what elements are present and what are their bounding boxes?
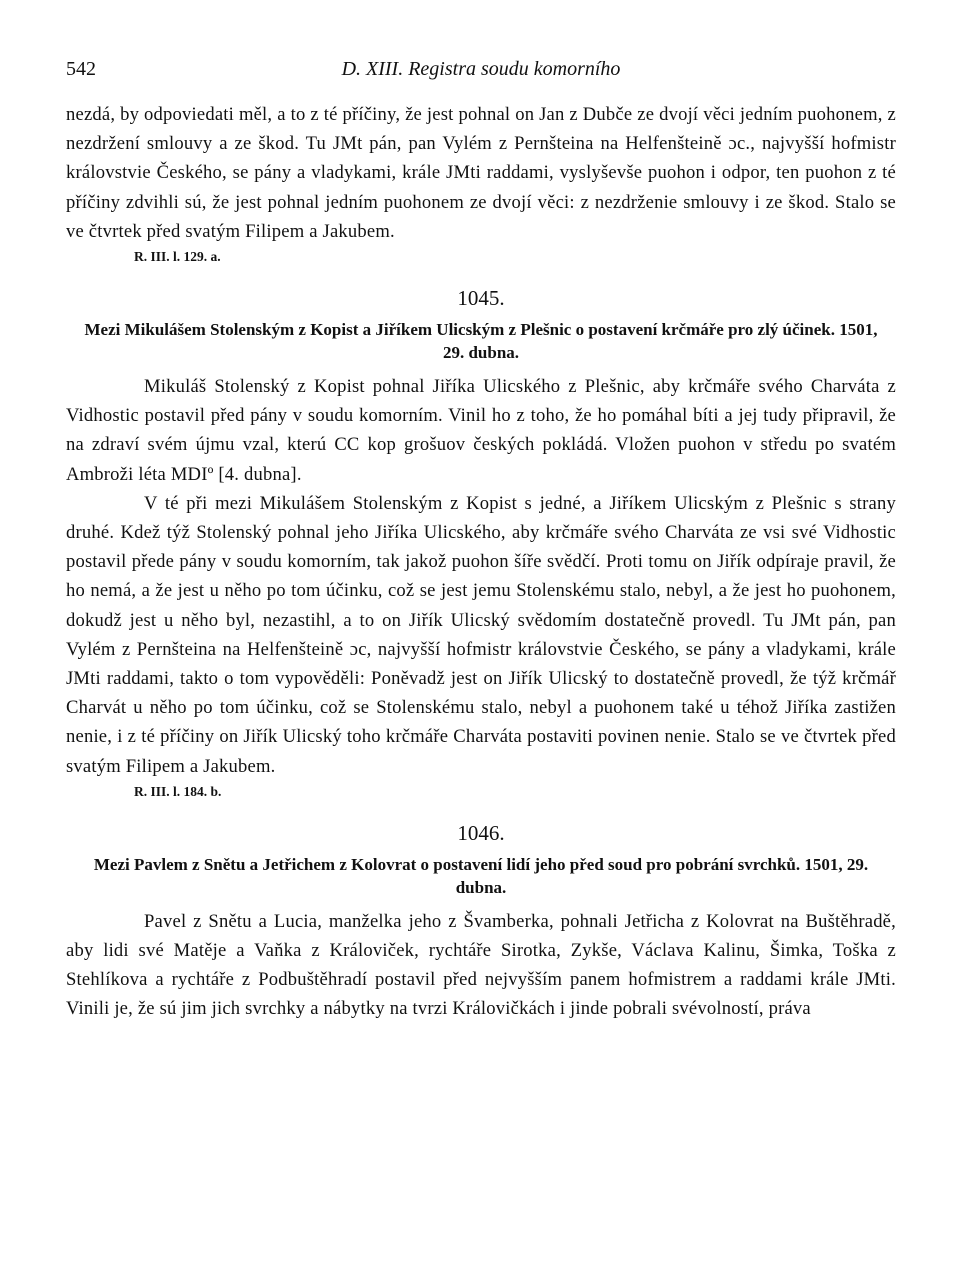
entry-1046 xyxy=(66,819,896,1024)
page-number: 542 xyxy=(66,58,96,80)
entry-number: 1045. xyxy=(457,286,505,311)
entry-summary: Mezi Pavlem z Snětu a Jetřichem z Kolovrat o postavení lidí jeho před soud pro pobrání svrchků. 1501, 29. dubna. xyxy=(93,854,869,897)
archive-reference: R. III. l. 184. b. xyxy=(134,783,222,799)
running-title: D. XIII. Registra soudu komorního xyxy=(341,58,621,80)
intro-paragraph: nezdá, by odpoviedati měl, a to z té příčiny, že jest pohnal on Jan z Dubče ze dvojí věci jedním puohonem, z nezdržení smlouvy a ze škod. Tu JMt pán, pan Vylém z Pernšteina na Helfenšteině ɔc., najvyšší hofmistr královstvie Českého, se pány a vladykami, krále JMti raddami, vyslyševše puohon i odpor, ten puohon z té příčiny zdvihli sú, že jest pohnal jedním puohonem ze dvojí věci: z nezdrženie smlouvy i ze škod. Stalo se ve čtvrtek před svatým Filipem a Jakubem. xyxy=(66,104,896,242)
entry-paragraph: Pavel z Snětu a Lucia, manželka jeho z Švamberka, pohnali Jetřicha z Kolovrat na Buštěhradě, aby lidi své Matěje a Vaňka z Královiček, rychtáře Sirotka, Zykše, Václava Kalinu, Šimka, Toška z Stehlíkova a rychtáře z Podbuštěhradí postavil před nejvyšším panem hofmistrem a raddami krále JMti. Vinili je, že sú jim jich svrchky a nábytky na tvrzi Královičkách i jinde pobrali svévolností, práva xyxy=(66,910,896,1020)
page-header xyxy=(66,58,896,92)
document-page xyxy=(66,58,896,1024)
entry-summary: Mezi Mikulášem Stolenským z Kopist a Jiříkem Ulicským z Plešnic o postavení krčmáře pro zlý účinek. 1501, 29. dubna. xyxy=(84,320,878,363)
entry-number: 1046. xyxy=(457,820,505,845)
archive-reference: R. III. l. 129. a. xyxy=(134,249,221,265)
entry-1045 xyxy=(66,284,896,803)
entry-paragraph: V té při mezi Mikulášem Stolenským z Kopist s jedné, a Jiříkem Ulicským z Plešnic s strany druhé. Kdež týž Stolenský pohnal jeho Jiříka Ulicského, aby krčmáře svého Charváta ze vsi své Vidhostic postavil přede pány v soudu komorním, tak jakož puohon šíře svědčí. Proti tomu on Jiřík odpíraje pravil, že ho nemá, a že jest u něho po tom účinku, což se jest jemu Stolenskému stalo, nebyl, a že jest ho puohonem, dokudž jest u něho byl, nezastihl, a to on Jiřík Ulicský svědomím dostatečně provedl. Tu JMt pán, pan Vylém z Pernšteina na Helfenšteině ɔc, najvyšší hofmistr královstvie Českého, se pány a vladykami, krále JMti raddami, takto o tom vypověděli: Poněvadž jest on Jiřík Ulicský to dostatečně provedl, že týž krčmář Charvát u něho po tom účinku, což se Stolenskému stalo, nebyl a puohonem také u téhož Jiříka zastižen nenie, i z té příčiny on Jiřík Ulicský toho krčmáře Charváta postaviti povinen nenie. Stalo se ve čtvrtek před svatým Filipem a Jakubem. xyxy=(66,492,896,777)
entry-paragraph: Mikuláš Stolenský z Kopist pohnal Jiříka Ulicského z Plešnic, aby krčmáře svého Charváta z Vidhostic postavil před pány v soudu komorním. Vinil ho z toho, že ho pomáhal bíti a jej tudy připravil, že na zdraví svém újmu vzal, kterú CC kop grošuov českých pokládá. Vložen puohon v středu po svatém Ambroži léta MDIº [4. dubna]. xyxy=(66,376,896,485)
